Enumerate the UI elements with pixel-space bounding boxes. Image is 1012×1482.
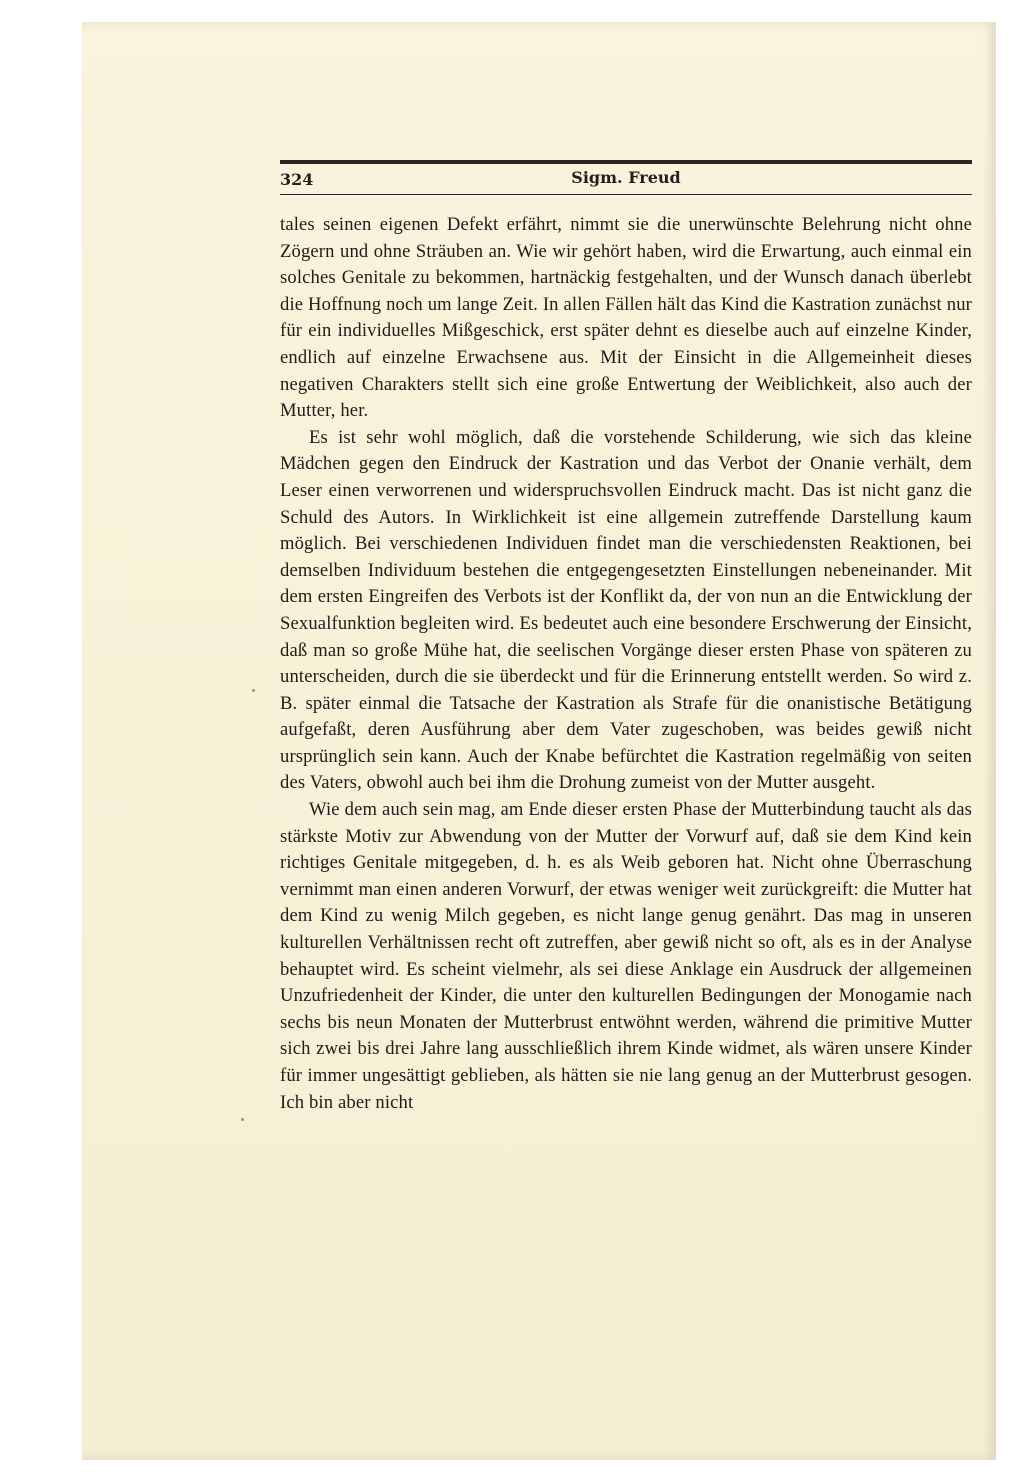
header-rule-top: [280, 160, 972, 164]
scan-speck: [252, 689, 255, 692]
paragraph-2: Es ist sehr wohl möglich, daß die vorstehende Schilderung, wie sich das kleine Mädchen gegen den Eindruck der Kastration und das Verbot der Onanie verhält, dem Leser einen verworrenen und widerspruchsvollen Eindruck macht. Das ist nicht ganz die Schuld des Autors. In Wirklichkeit ist eine allgemein zutreffende Darstellung kaum möglich. Bei verschiedenen Individuen findet man die verschiedensten Reaktionen, bei demselben Individuum bestehen die entgegengesetzten Einstellungen nebeneinander. Mit dem ersten Eingreifen des Verbots ist der Konflikt da, der von nun an die Entwicklung der Sexualfunktion begleiten wird. Es bedeutet auch eine besondere Erschwerung der Einsicht, daß man so große Mühe hat, die seelischen Vorgänge dieser ersten Phase von späteren zu unterscheiden, durch die sie überdeckt und für die Erinnerung entstellt werden. So wird z. B. später einmal die Tatsache der Kastration als Strafe für die onanistische Betätigung aufgefaßt, deren Ausführung aber dem Vater zugeschoben, was beides gewiß nicht ursprünglich sein kann. Auch der Knabe befürchtet die Kastration regelmäßig von seiten des Vaters, obwohl auch bei ihm die Drohung zumeist von der Mutter ausgeht.: [280, 426, 972, 794]
running-head-author: Sigm. Freud: [571, 168, 681, 187]
page-header: [280, 160, 972, 204]
body-text: [280, 212, 972, 1116]
paragraph-1: tales seinen eigenen Defekt erfährt, nimmt sie die unerwünschte Belehrung nicht ohne Zögern und ohne Sträuben an. Wie wir gehört haben, wird die Erwartung, auch einmal ein solches Genitale zu bekommen, hartnäckig festgehalten, und der Wunsch danach überlebt die Hoffnung noch um lange Zeit. In allen Fällen hält das Kind die Kastration zunächst nur für ein individuelles Mißgeschick, erst später dehnt es dieselbe auch auf einzelne Kinder, endlich auf einzelne Erwachsene aus. Mit der Einsicht in die Allgemeinheit dieses negativen Charakters stellt sich eine große Entwertung der Weiblichkeit, also auch der Mutter, her.: [280, 214, 972, 422]
paragraph-3: Wie dem auch sein mag, am Ende dieser ersten Phase der Mutterbindung taucht als das stärkste Motiv zur Abwendung von der Mutter der Vorwurf auf, daß sie dem Kind kein richtiges Genitale mitgegeben, d. h. es als Weib geboren hat. Nicht ohne Überraschung vernimmt man einen anderen Vorwurf, der etwas weniger weit zurückgreift: die Mutter hat dem Kind zu wenig Milch gegeben, es nicht lange genug genährt. Das mag in unseren kulturellen Verhältnissen recht oft zutreffen, aber gewiß nicht so oft, als es in der Analyse behauptet wird. Es scheint vielmehr, als sei diese Anklage ein Ausdruck der allgemeinen Unzufriedenheit der Kinder, die unter den kulturellen Bedingungen der Monogamie nach sechs bis neun Monaten der Mutterbrust entwöhnt werden, während die primitive Mutter sich zwei bis drei Jahre lang ausschließlich ihrem Kinde widmet, als wären unsere Kinder für immer ungesättigt geblieben, als hätten sie nie lang genug an der Mutterbrust gesogen. Ich bin aber nicht: [280, 799, 972, 1113]
header-rule-bottom: [280, 194, 972, 195]
scan-speck: [241, 1118, 244, 1121]
page-number: 324: [280, 170, 314, 189]
